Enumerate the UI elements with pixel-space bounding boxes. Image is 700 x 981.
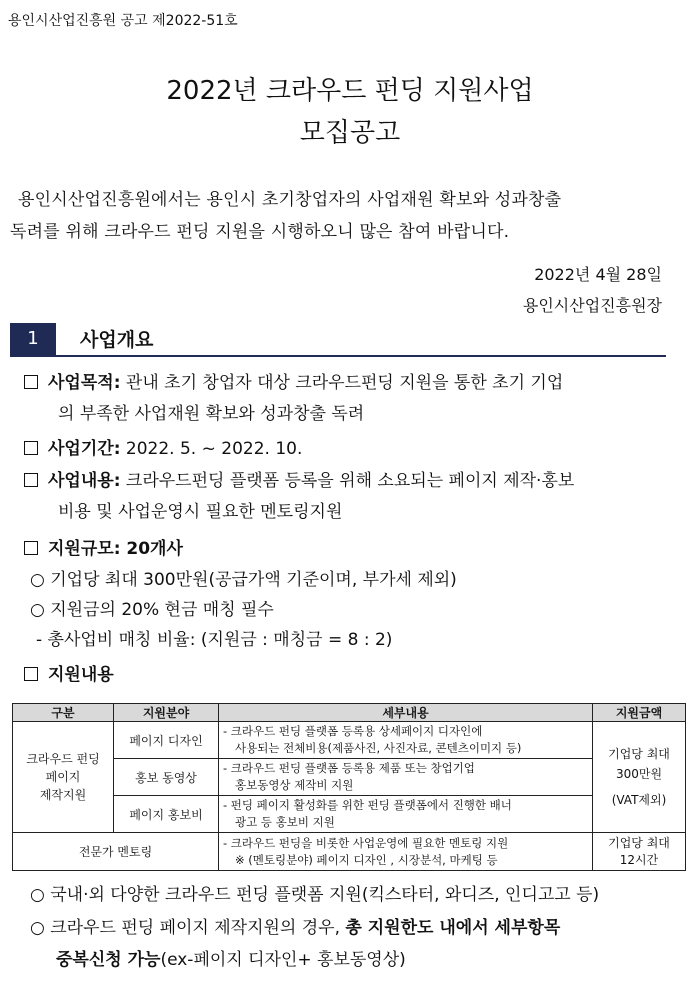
checkbox-icon — [24, 441, 38, 455]
footer-bullet-1: ○ 국내·외 다양한 크라우드 펀딩 플랫폼 지원(킥스타터, 와디즈, 인디고고 등) — [30, 885, 600, 905]
purpose-item: 사업목적: 관내 초기 창업자 대상 크라우드펀딩 지원을 통한 초기 기업 — [24, 368, 563, 393]
content-item-cont: 비용 및 사업운영시 필요한 멘토링지원 — [58, 502, 343, 522]
table-group-label: 크라우드 펀딩 페이지 제작지원 — [13, 722, 114, 833]
scale-bullet-2: ○ 지원금의 20% 현금 매칭 필수 — [30, 600, 274, 620]
scale-item: 지원규모: 20개사 — [24, 534, 183, 559]
scale-bullet-3: - 총사업비 매칭 비율: (지원금 : 매칭금 = 8 : 2) — [36, 630, 393, 650]
table-mentor-label: 전문가 멘토링 — [13, 833, 219, 871]
section-divider — [10, 355, 666, 357]
table-detail: - 크라우드 펀딩 플랫폼 등록용 제품 또는 창업기업 홍보동영상 제작비 지원 — [219, 759, 593, 796]
purpose-item-cont: 의 부족한 사업재원 확보와 성과창출 독려 — [58, 404, 365, 424]
table-field: 페이지 디자인 — [114, 722, 219, 759]
table-detail: - 펀딩 페이지 활성화를 위한 펀딩 플랫폼에서 진행한 배너 광고 등 홍보비 지원 — [219, 796, 593, 833]
intro-line-1: 용인시산업진흥원에서는 용인시 초기창업자의 사업재원 확보와 성과창출 — [18, 190, 562, 210]
section-number: 1 — [10, 323, 56, 355]
table-header: 지원분야 — [114, 704, 219, 722]
scale-bullet-1: ○ 기업당 최대 300만원(공급가액 기준이며, 부가세 제외) — [30, 570, 457, 590]
footer-bullet-2: ○ 크라우드 펀딩 페이지 제작지원의 경우, 총 지원한도 내에서 세부항목 — [30, 918, 561, 938]
footer-bullet-2-cont: 중복신청 가능(ex-페이지 디자인+ 홍보동영상) — [56, 950, 406, 970]
checkbox-icon — [24, 375, 38, 389]
page-title: 2022년 크라우드 펀딩 지원사업 — [166, 76, 534, 106]
table-header: 구분 — [13, 704, 114, 722]
checkbox-icon — [24, 541, 38, 555]
table-field: 홍보 동영상 — [114, 759, 219, 796]
table-detail: - 크라우드 펀딩 플랫폼 등록용 상세페이지 디자인에 사용되는 전체비용(제품사진, 사진자료, 콘텐츠이미지 등) — [219, 722, 593, 759]
table-header: 지원금액 — [593, 704, 686, 722]
table-field: 페이지 홍보비 — [114, 796, 219, 833]
support-table — [12, 703, 686, 871]
intro-line-2: 독려를 위해 크라우드 펀딩 지원을 시행하오니 많은 참여 바랍니다. — [10, 222, 510, 242]
table-detail: - 크라우드 펀딩을 비롯한 사업운영에 필요한 멘토링 지원 ※ (멘토링분야) 페이지 디자인 , 시장분석, 마케팅 등 — [219, 833, 593, 871]
checkbox-icon — [24, 473, 38, 487]
page-subtitle: 모집공고 — [299, 118, 401, 148]
period-item: 사업기간: 2022. 5. ~ 2022. 10. — [24, 434, 302, 459]
announcement-date: 2022년 4월 28일 — [534, 265, 662, 284]
section-title: 사업개요 — [80, 329, 154, 351]
table-amount: 기업당 최대 300만원 (VAT제외) — [593, 722, 686, 833]
support-item: 지원내용 — [24, 660, 114, 685]
table-amount: 기업당 최대 12시간 — [593, 833, 686, 871]
notice-number: 용인시산업진흥원 공고 제2022-51호 — [8, 13, 238, 29]
checkbox-icon — [24, 667, 38, 681]
table-header: 세부내용 — [219, 704, 593, 722]
issuer: 용인시산업진흥원장 — [522, 296, 662, 315]
content-item: 사업내용: 크라우드펀딩 플랫폼 등록을 위해 소요되는 페이지 제작·홍보 — [24, 466, 574, 491]
